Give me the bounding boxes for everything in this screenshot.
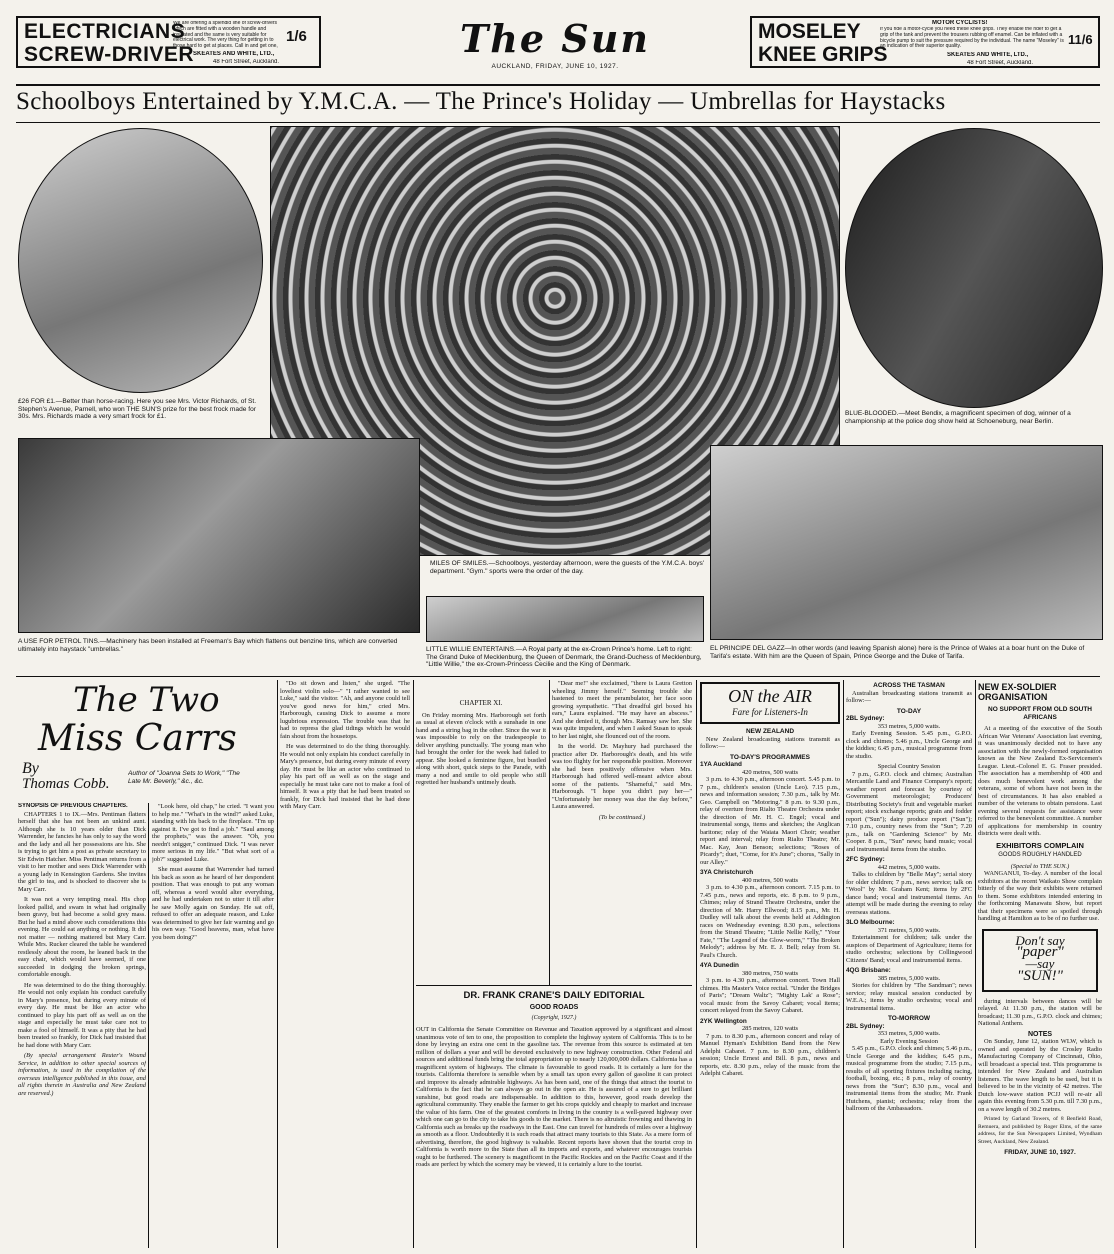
serial-body-6: On Friday morning Mrs. Harborough set forth as usual at eleven o'clock with a sunshade in one hand and a string bag in the other. Since the war it was impossible to rely on the tradespeople to deliver anything punctually. The young man who had brought the order for the week had failed to appear. She looked a feminine figure, but bustled along with short, quick steps to the Parade, with many a nod and smile to old people who still regretted her husband's untimely death. <box>416 711 546 786</box>
radio-a5t: 5.45 p.m., G.P.O. clock and chimes; 5.46 p.m., Uncle George and the kiddies; 6.45 p.m., musical programme from the studio; 7.15 p.m., results of all sporting fixtures including racing, football, boxing, etc.; 8 p.m., relay of country news from the "Sun"; 8.30 p.m., vocal and instrumental items from the studio; Mr. Frank Hutchens, pianist; orchestra; relay from the ballroom of the Ambassadors. <box>846 1045 972 1112</box>
radio-a4t: Stories for children by "The Sandman"; news service; relay musical session conducted by W.E.A.; items by studio orchestra; vocal and instrumental items. <box>846 982 972 1012</box>
serial-body-8: In the world. Dr. Mayhury had purchased the practice after Dr. Harborough's death, and his wife was too flighty for her responsible position. Moreover she had been positively offensive when Mrs. Harborough had offered well-meant advice about some of the patients. "Shameful," said Mrs. Harborough. "I hope you didn't pay her—" "Unfortunately her money was due the day before," Laura answered. <box>552 743 692 810</box>
col-rule-3 <box>413 680 414 1248</box>
ad-knee-grips-title-1: MOSELEY <box>758 20 861 43</box>
radio-s3t: 3 p.m. to 4.30 p.m., afternoon concert. Town Hall chimes. His Master's Voice recital. "Under the Bridges of Paris"; "Dream Waltz"; "Mighty Lak' a Rose"; vocal music from the Savoy Cabaret; vocal items; concert relayed from the Savoy Cabaret. <box>700 977 840 1014</box>
col-rule-6 <box>843 680 844 1248</box>
radio-nz-col <box>700 728 840 1248</box>
serial-body-5: "Do sit down and listen," she urged. "The loveliest violin solo—" "I rather wanted to see Luke," said the visitor. "Ah, and anyone could tell you've good news for him," cried Mrs. Harborough, causing Dick to assume a more lugubrious expression. The trouble was that he had to repress the glad tidings which he would fain shout from the housetops. <box>280 680 410 740</box>
editorial-copyright: (Copyright, 1927.) <box>531 1015 577 1021</box>
ad-knee-grips <box>750 16 1100 68</box>
radio-nz-intro: New Zealand broadcasting stations transmit as follow:— <box>700 735 840 750</box>
masthead-title: The Sun <box>459 16 650 61</box>
serial-by: By <box>22 760 39 777</box>
serial-title-1: The Two <box>73 680 220 720</box>
serial-continued: (To be continued.) <box>598 813 646 821</box>
ad-screwdriver-title-2: SCREW-DRIVER <box>24 43 195 66</box>
serial-col-4 <box>416 680 546 980</box>
masthead <box>380 18 730 73</box>
radio-s4m: 285 metres, 120 watts <box>741 1025 799 1032</box>
exsoldier-text: At a meeting of the executive of the South African War Veterans' Association last evening, it was unanimously decided not to have any association with the newly-formed organisation known as the New Zealand Ex-Servicemen's League. Lieut.-Colonel E. G. Fraser presided. The association has a membership of 400 and does much benevolent work among the veterans, some of whom have not been in the best of circumstances. It has also enabled a number of the veterans to obtain pensions. Last evening several requests for assistance were referred to the benevolent committee. A number of applications for membership in country districts were dealt with. <box>978 725 1102 837</box>
radio-a2t: Talks to children by "Belle May"; serial story for older children; 7 p.m., news service; talk on "Wool" by Mr. Graham Kent; items by 2FC dance band; vocal and instrumental items. An attempt will be made during the evening to relay overseas stations. <box>846 871 972 916</box>
radio-a5h: Early Evening Session <box>880 1037 938 1045</box>
ad-screwdriver-address: 48 Fort Street, Auckland. <box>213 59 280 65</box>
serial-title-2: Miss Carrs <box>38 718 237 759</box>
imprint: Printed by Garland Towers, of 8 Benfield Road, Remuera, and published by Roger Elms, of the same address, for the Sun Newspapers Limited, Wyndham Street, Auckland, New Zealand. <box>978 1116 1102 1145</box>
photo-dog-oval <box>845 128 1103 408</box>
right-col <box>978 682 1102 1248</box>
ad-knee-grips-title-2: KNEE GRIPS <box>758 43 888 66</box>
serial-col-2 <box>152 803 274 1248</box>
ad-screwdriver-seller: SKEATES AND WHITE, LTD., <box>193 51 275 57</box>
col-rule-1 <box>148 803 149 1248</box>
ad-knee-grips-text: If you ride a motor-cycle you need these knee grips. They enable the rider to get a grip of the tank and prevent the trousers rubbing off enamel. Can be inflated with a bicycle pump to suit the pressure required by the individual. The name "Moseley" is an indication of their superior quality. <box>880 27 1064 50</box>
radio-s1m: 420 metres, 500 watts <box>741 768 799 776</box>
photo-royal-party <box>426 596 704 642</box>
radio-a1t2: 7 p.m., G.P.O. clock and chimes; Australian Mercantile Land and Finance Company's report; weather report and forecast by courtesy of Government meteorologist; Producers' Distributing Society's fruit and vegetable market report; stock exchange reports; grain and fodder report ("Sun"); dairy produce report ("Sun"); 7.10 p.m., country news from the "Sun"; 7.20 p.m., talk on "Gardening Science" by Mr. Cooper. 8 p.m., "Sun" news; band music; vocal and instrumental items from the studio. <box>846 770 972 853</box>
radio-s1t: 3 p.m. to 4.30 p.m., afternoon concert. 5.45 p.m. to 7 p.m., children's session (Uncle Leo). 7.15 p.m., news and information session; 7.30 p.m., talk by Mr. Geo. Campbell on "Motoring." 8 p.m. to 9.30 p.m., relay of overture from Rialto Theatre Orchestra under the direction of Mr. H. C. Engel; vocal and instrumental songs, items and sketches; the Anglican baritone; relay of the Waiata Maori Choir; weather report and interval; relay from Rialto Theatre; Mr. Mac. Kay, Jean Benson; selections; "Roses of Picardy"; duet, "Come, for it's June"; chorus, "Sally in our Alley." <box>700 776 840 866</box>
radio-tasman-col <box>846 682 972 1248</box>
photo-section-rule <box>16 676 1100 677</box>
radio-a1h: Special Country Session <box>877 763 941 770</box>
col-rule-7 <box>975 680 976 1248</box>
radio-s2t: 3 p.m. to 4.30 p.m., afternoon concert. 7.15 p.m. to 7.45 p.m., news and reports, etc. 8 p.m. to 9 p.m., Chimes; relay of Strand Theatre Orchestra, under the direction of Mr. Harry Ellwood; 8.15 p.m., Mr. H. Dudley will talk about the events held at Addington races on Wednesday evening; 8.30 p.m., selections from the Strand Theatre; "Little Nellie Kelly," "Your Fate," "The Legend of the Glow-worm," "The Broken Melody"; address by Mr. E. J. Bell; relay from St. Paul's Church. <box>700 884 840 959</box>
col-rule-2 <box>277 680 278 1248</box>
radio-s3: 4YA Dunedin <box>700 962 739 969</box>
exhibitors-special: (Special to THE SUN.) <box>1010 862 1070 870</box>
ad-knee-grips-seller: SKEATES AND WHITE, LTD., <box>947 52 1029 58</box>
serial-col-3 <box>280 680 410 1248</box>
sun-ad <box>982 929 1098 992</box>
radio-tasman-intro: Australian broadcasting stations transmit as follow:— <box>846 689 972 704</box>
ad-screwdriver <box>16 16 321 68</box>
serial-chapter: CHAPTER XI. <box>459 699 503 707</box>
caption-royal: LITTLE WILLIE ENTERTAINS.—A Royal party at the ex-Crown Prince's home. Left to right: The Grand Duke of Mecklenburg, the Queen of Denmark, the Grand-Duchess of Mecklenburg, "Little Willie," the ex-Crown-Princess Cecilie and the King of Denmark. <box>426 646 702 669</box>
radio-a4: 4QG Brisbane: <box>846 967 891 974</box>
radio-continued-text: during intervals between dances will be relayed. At 11.30 p.m., the station will be broadcast; 11.30 p.m., G.P.O. clock and chimes; National Anthem. <box>978 997 1102 1027</box>
editorial-rule <box>416 985 692 986</box>
caption-tins: A USE FOR PETROL TINS.—Machinery has been installed at Freeman's Bay which flattens out benzine tins, which are converted ultimately into haystack "umbrellas." <box>18 638 398 653</box>
ad-screwdriver-price: 1/6 <box>286 28 307 45</box>
ad-knee-grips-heading: MOTOR CYCLISTS! <box>932 20 988 26</box>
top-rule <box>16 84 1100 86</box>
serial-body-4: She must assume that Warrender had turned his back as soon as he heard of her despondent position. That was enough to put any woman off, whereas a word would alter everything, and he had undertaken not to utter it till after he saw Molly again on Sunday. He sat off, refused to offer an adequate reason, and Luke was determined to give her fair warning and go his own way. "Good heavens, man, what have you been doing?" <box>152 866 274 941</box>
sun-ad-line-1: Don't say <box>1015 932 1065 948</box>
radio-a3m: 371 metres, 5,000 watts. <box>877 926 941 934</box>
sun-ad-line-4: "SUN!" <box>1017 967 1063 984</box>
photo-woman-oval <box>18 128 263 393</box>
imprint-date: FRIDAY, JUNE 10, 1927. <box>1004 1149 1076 1156</box>
col-rule-5 <box>696 680 697 1248</box>
serial-body-2: He was determined to do the thing thoroughly. He would not only explain his conduct carefully in Mary's presence, but during every minute of every day. He must be like an actor who continued to play his part off as well as on the stage and especially he must take care not to make a fool of himself. It was a pity that he had been treated so frankly, for Dick had insisted that he had done with Mary Carr. <box>18 981 146 1049</box>
serial-footnote: (By special arrangement Reuter's Wound Service, in addition to other special sources of information, is used in the compilation of the overseas intelligence published in this issue, and all rights therein in Australia and New Zealand are reserved.) <box>18 1052 146 1097</box>
serial-author-note: Author of "Joanna Sets to Work," "The Late Mr. Beverly," &c., &c. <box>128 770 240 785</box>
radio-s4: 2YK Wellington <box>700 1017 747 1025</box>
serial-synopsis: CHAPTERS 1 to IX.—Mrs. Pentiman flatters herself that she has not been an unkind aunt. Although she is 10 years older than Dick Warrender, he fancies he has only to say the word and the lady and all her possessions are his. She is trying to get him a post as private secretary to Sir Edwin Hatcher. Miss Pentiman returns from a visit to her mother and sees Dick Warrender with a young lady in Kensington Gardens. She invites the girl to tea, and is shocked to discover she is Mary Carr. <box>18 810 146 893</box>
radio-title: ON the AIR <box>728 686 812 706</box>
ad-knee-grips-price: 11/6 <box>1068 32 1093 47</box>
ad-screwdriver-title-1: ELECTRICIANS <box>24 20 186 43</box>
radio-a3: 3LO Melbourne: <box>846 919 895 926</box>
editorial-sub: GOOD ROADS <box>529 1004 579 1011</box>
banner-rule <box>16 122 1100 123</box>
radio-s1: 1YA Auckland <box>700 761 742 768</box>
radio-a1t: Early Evening Session. 5.45 p.m., G.P.O. clock and chimes; 5.46 p.m., Uncle George and the kiddies; 6.45 p.m., musical programme from the studio. <box>846 730 972 760</box>
serial-title-box <box>18 680 258 800</box>
caption-boys: MILES OF SMILES.—Schoolboys, yesterday afternoon, were the guests of the Y.M.C.A. boys' department. "Gym." sports were the order of the day. <box>430 560 705 575</box>
serial-synopsis-head: SYNOPSIS OF PREVIOUS CHAPTERS. <box>18 803 128 809</box>
radio-subtitle: Fare for Listeners-In <box>732 707 808 717</box>
radio-a1: 2BL Sydney: <box>846 715 885 722</box>
ad-screwdriver-text: We are offering a splendid line of screw-drivers which are fitted with a wooden handle and insulated and the same is very suitable for electrical work. The very thing for getting in to those hard to get at places. Call in and get one, <box>173 21 278 49</box>
radio-todays: TO-DAY'S PROGRAMMES <box>730 753 810 761</box>
ad-knee-grips-address: 48 Fort Street, Auckland. <box>967 60 1034 66</box>
photo-horses <box>710 445 1103 640</box>
serial-author: Thomas Cobb. <box>22 776 110 792</box>
photo-petrol-tins <box>18 438 420 633</box>
serial-body-5b: He was determined to do the thing thoroughly. He would not only explain his conduct carefully in Mary's presence, but during every minute of every day. He must be like an actor who continued to play his part off as well as on the stage and especially he must take care not to make a fool of himself. It was a pity that he had been treated so frankly, for Dick had insisted that he had done with Mary Carr. <box>280 743 410 810</box>
serial-body-7: "Dear me!" she exclaimed, "there is Laura Gretton wheeling Jimmy herself." Seeming trouble she hastened to meet the perambulator, her face soon growing sympathetic. "That dreadful girl boxed his ears," Laura explained. "He may have an abscess." And she denied it, though Mrs. Ramsay saw her. She was quite impudent, and when I asked Susan to speak to her last night, she flounced out of the room. <box>552 680 692 740</box>
radio-s4t: 7 p.m. to 8.30 p.m., afternoon concert and relay of Manuel Hyman's Exhibition Band from the New Adelphi Cabaret. 7 p.m. to 8.30 p.m., children's session; Uncle Ernest and Bill. 8 p.m., news and reports, etc. 8.30 p.m., relay of the music from the Adelphi Cabaret. <box>700 1032 840 1077</box>
editorial-body: OUT in California the Senate Committee on Revenue and Taxation approved by a significant and almost unanimous vote of ten to one, the proposition to complete the highway system of California. This is to be done by levying an extra one cent in the gasoline tax. The revenue from this source is estimated at ten million of dollars a year and will be devoted exclusively to new highway construction. Other Federal aid sources and additional funds bring the total appropriation up to nearly 120,000,000 dollars. California has a magnificent system of highways. The climate is favourable to good roads. It is certainly a lure for the tourists. California therefore is sensible when by a small tax upon every gallon of gasoline it can protect and improve its already admirable highways. As has been said, one of the things that attract the tourist to California is the fact that he can always go out in the open air. He is assured of a sure to get brilliant sunshine, but good roads are indispensable. In addition to this, however, good roads develop the agricultural community. They enable the farmer to get his crops quickly and cheaply to market and increase the value of his farm. One of the greatest comforts in living in the country is a well-paved highway over which one can go to the city to take his goods to the market. There is no altruistic frowning and thawing in California such as breaks up the roadways in the East. One can travel for hundreds of miles over a highway as smooth as a floor. Undoubtedly it is such roads that attract many tourists to this State. As a mere form of advertising, therefore, the good highway is valuable. Recent reports have shown that the tourist crop in California is worth more to the State than all its imports and exports, and whatever encourages tourists ought to be furthered. The scenery is magnificent in the Pacific Rockies and on the Pacific Coast and if the roads are perfect by which the scenery may be viewed, it is certainly a lure to the tourist. <box>416 1026 692 1168</box>
page-banner: Schoolboys Entertained by Y.M.C.A. — The Prince's Holiday — Umbrellas for Haystacks <box>16 88 946 115</box>
serial-col-5 <box>552 680 692 980</box>
editorial-head: DR. FRANK CRANE'S DAILY EDITORIAL <box>463 990 645 1001</box>
radio-a3t: Entertainment for children; talk under the auspices of Department of Agriculture; items for studio orchestra; selections by Collingwood Citizens' Band; vocal and instrumental items. <box>846 934 972 964</box>
serial-body-1: It was not a very tempting meal. His chop looked pallid, and swam in what had originally been gravy, but had become a solid grey mass. But he had a mind above such considerations this evening. He could eat anything or nothing. It did not matter — nothing mattered but Mary Carr. While Mrs. Rucker cleared the table he wandered restlessly about the room, he leaned back in the easy chair, which would have seemed, if one succeeded in dodging the broken springs, comfortable enough. <box>18 896 146 978</box>
serial-col-1 <box>18 803 146 1248</box>
caption-woman: £26 FOR £1.—Better than horse-racing. Here you see Mrs. Victor Richards, of St. Stephen's Avenue, Parnell, who won THE SUN'S prize for the best frock made for 30s. Mrs. Richards made a very smart frock for £1. <box>18 398 257 421</box>
serial-body-3: "Look here, old chap," he cried. "I want you to help me." "What's in the wind?" asked Luke, standing with his back to the fireplace. "I'm up against it. I've got to find a job." "Saul among the prophets," was the answer. "Oh, you needn't snigger," continued Dick. "I was never more serious in my life." "But what sort of a job?" suggested Luke. <box>152 803 274 863</box>
radio-today: TO-DAY <box>896 707 922 715</box>
caption-horses: EL PRINCIPE DEL GAZZ—In other words (and leaving Spanish alone) here is the Prince of Wales at a boar hunt on the Duke of Tarifa's estate. With him are the Queen of Spain, Prince George and the Duke of Tarifa. <box>710 645 1085 660</box>
col-rule-4 <box>549 680 550 985</box>
radio-a4m: 385 metres, 5,000 watts. <box>877 974 941 982</box>
radio-nz-head: NEW ZEALAND <box>745 728 795 735</box>
sun-ad-line-3: —say <box>1025 956 1055 971</box>
radio-tomorrow: TO-MORROW <box>887 1015 931 1022</box>
radio-s2: 3YA Christchurch <box>700 869 754 876</box>
notes-head: NOTES <box>1027 1030 1053 1038</box>
exhibitors-head: EXHIBITORS COMPLAIN <box>996 840 1084 850</box>
exsoldier-head: NEW EX-SOLDIER ORGANISATION <box>978 682 1057 702</box>
exsoldier-sub: NO SUPPORT FROM OLD SOUTH AFRICANS <box>988 706 1092 721</box>
caption-dog: BLUE-BLOODED.—Meet Bendix, a magnificent specimen of dog, winner of a championship at the police dog show held at Schoeneburg, near Berlin. <box>845 410 1071 425</box>
radio-a2: 2FC Sydney: <box>846 856 885 863</box>
sun-ad-line-2: "paper" <box>1016 944 1064 960</box>
radio-s2m: 400 metres, 500 watts <box>741 876 799 884</box>
radio-s3m: 380 metres, 750 watts <box>741 969 799 977</box>
radio-a5: 2BL Sydney: <box>846 1022 885 1030</box>
masthead-dateline: AUCKLAND, FRIDAY, JUNE 10, 1927. <box>491 63 619 70</box>
radio-header <box>700 682 840 724</box>
radio-a2m: 442 metres, 5,000 watts. <box>877 863 941 871</box>
notes-text: On Sunday, June 12, station WLW, which is owned and operated by the Crosley Radio Manufacturing Company of Cincinnati, Ohio, will broadcast a special test. This programme is intended for New Zealand and Australian listeners. The wave length to be used, but it is believed to be in the vicinity of 42 metres. The Dutch low-wave station PCJJ will re-air all again this evening from 5.30 p.m. till 7.30 p.m., on a wave length of 30.2 metres. <box>978 1038 1102 1113</box>
exhibitors-text: WANGANUI, To-day. A number of the local exhibitors at the recent Waikato Show complain bitterly of the way their exhibits were returned to them. Some exhibitors intended entering in the forthcoming Manawatu Show, but report that their specimens were so spoiled through handling at Hamilton as to be of no further use. <box>978 870 1102 922</box>
radio-a5m: 353 metres, 5,000 watts. <box>877 1030 941 1037</box>
radio-a1m: 353 metres, 5,000 watts. <box>877 722 941 730</box>
exhibitors-sub: GOODS ROUGHLY HANDLED <box>998 852 1082 858</box>
radio-tasman-head: ACROSS THE TASMAN <box>873 682 945 689</box>
